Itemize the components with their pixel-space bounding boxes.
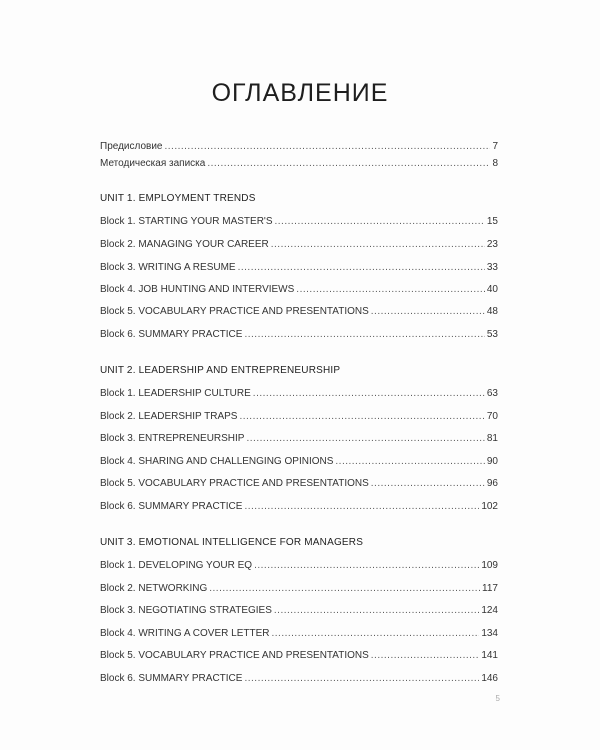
toc-entry <box>100 262 498 273</box>
dot-leader <box>244 501 479 512</box>
toc-entry <box>100 388 498 399</box>
toc-entry-label: Предисловие <box>100 141 163 152</box>
dot-leader <box>246 433 484 444</box>
toc-entry-label: Block 1. STARTING YOUR MASTER'S <box>100 216 273 227</box>
toc-entry-page: 109 <box>481 560 498 571</box>
toc-entry <box>100 216 498 227</box>
toc-entry-page: 124 <box>481 605 498 616</box>
dot-leader <box>335 456 484 467</box>
dot-leader <box>239 411 484 422</box>
dot-leader <box>244 673 479 684</box>
toc-entry-page: 81 <box>486 433 498 444</box>
toc-entry-page: 63 <box>486 388 498 399</box>
toc-entry-page: 15 <box>486 216 498 227</box>
dot-leader <box>254 560 479 571</box>
toc-entry <box>100 306 498 317</box>
toc-entry-page: 146 <box>481 673 498 684</box>
dot-leader <box>371 306 485 317</box>
toc-entry-page: 134 <box>481 628 498 639</box>
dot-leader <box>271 239 485 250</box>
toc-entry-label: Block 5. VOCABULARY PRACTICE AND PRESENTATIONS <box>100 478 369 489</box>
toc-entry-page: 96 <box>486 478 498 489</box>
dot-leader <box>296 284 485 295</box>
toc-entry-page: 70 <box>486 411 498 422</box>
toc-entry <box>100 673 498 684</box>
toc-entry <box>100 628 498 639</box>
toc-entry-page: 90 <box>486 456 498 467</box>
dot-leader <box>164 141 490 152</box>
toc-entry <box>100 329 498 340</box>
toc-entry-page: 53 <box>486 329 498 340</box>
dot-leader <box>271 628 479 639</box>
toc-entry-label: Block 1. DEVELOPING YOUR EQ <box>100 560 253 571</box>
toc-entry-label: Block 4. SHARING AND CHALLENGING OPINIONS <box>100 456 334 467</box>
toc-entry-page: 23 <box>486 239 498 250</box>
unit-heading-3: UNIT 3. EMOTIONAL INTELLIGENCE FOR MANAGERS <box>100 537 364 548</box>
toc-entry <box>100 478 498 489</box>
unit-heading-1: UNIT 1. EMPLOYMENT TRENDS <box>100 193 256 204</box>
unit-heading-2: UNIT 2. LEADERSHIP AND ENTREPRENEURSHIP <box>100 365 341 376</box>
toc-entry-page: 141 <box>481 650 498 661</box>
toc-entry-label: Block 3. NEGOTIATING STRATEGIES <box>100 605 272 616</box>
dot-leader <box>275 216 485 227</box>
toc-entry-label: Block 5. VOCABULARY PRACTICE AND PRESENTATIONS <box>100 306 369 317</box>
toc-entry <box>100 456 498 467</box>
toc-entry-methodology-note <box>100 158 498 169</box>
toc-entry <box>100 560 498 571</box>
toc-entry-page: 102 <box>481 501 498 512</box>
toc-entry-page: 117 <box>482 583 498 594</box>
toc-entry-label: Block 2. MANAGING YOUR CAREER <box>100 239 269 250</box>
toc-entry-label: Block 2. NETWORKING <box>100 583 208 594</box>
toc-entry-label: Block 3. ENTREPRENEURSHIP <box>100 433 245 444</box>
toc-entry-page: 7 <box>492 141 498 152</box>
toc-entry-label: Block 4. JOB HUNTING AND INTERVIEWS <box>100 284 295 295</box>
page-title: ОГЛАВЛЕНИЕ <box>211 78 389 107</box>
dot-leader <box>244 329 484 340</box>
toc-entry <box>100 284 498 295</box>
toc-entry <box>100 583 498 594</box>
dot-leader <box>207 158 490 169</box>
dot-leader <box>371 478 485 489</box>
toc-entry-label: Block 6. SUMMARY PRACTICE <box>100 673 243 684</box>
toc-entry-label: Block 4. WRITING A COVER LETTER <box>100 628 270 639</box>
toc-entry-label: Block 5. VOCABULARY PRACTICE AND PRESENTATIONS <box>100 650 369 661</box>
toc-entry <box>100 411 498 422</box>
toc-entry <box>100 433 498 444</box>
dot-leader <box>274 605 479 616</box>
toc-entry <box>100 501 498 512</box>
toc-entry-label: Block 6. SUMMARY PRACTICE <box>100 329 243 340</box>
dot-leader <box>253 388 485 399</box>
dot-leader <box>371 650 480 661</box>
page-number: 5 <box>495 694 500 703</box>
toc-entry-page: 40 <box>486 284 498 295</box>
toc-entry <box>100 239 498 250</box>
toc-entry-page: 48 <box>486 306 498 317</box>
dot-leader <box>209 583 480 594</box>
toc-entry-label: Block 3. WRITING A RESUME <box>100 262 236 273</box>
toc-entry <box>100 605 498 616</box>
toc-entry-label: Block 1. LEADERSHIP CULTURE <box>100 388 251 399</box>
toc-entry-label: Block 2. LEADERSHIP TRAPS <box>100 411 238 422</box>
toc-entry-label: Block 6. SUMMARY PRACTICE <box>100 501 243 512</box>
toc-entry-page: 8 <box>492 158 498 169</box>
toc-entry <box>100 650 498 661</box>
toc-entry-page: 33 <box>486 262 498 273</box>
toc-entry-preface <box>100 141 498 152</box>
dot-leader <box>238 262 485 273</box>
toc-entry-label: Методическая записка <box>100 158 206 169</box>
